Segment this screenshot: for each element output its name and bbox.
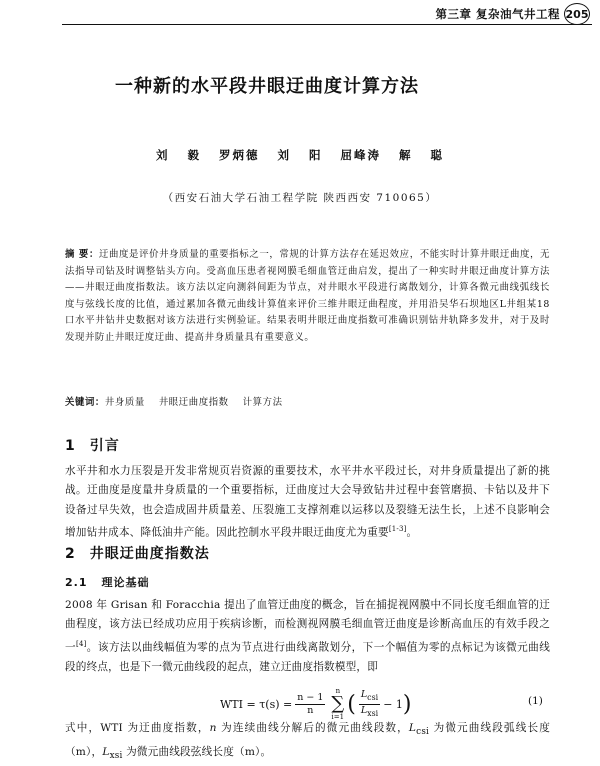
summation [331,687,344,721]
page-number: 205 [564,3,590,25]
equation-fraction [295,692,325,717]
paragraph-text: 水平井和水力压裂是开发非常规页岩资源的重要技术，水平井水平段过长，对井身质量提出了新的挑战。迂曲度是度量井身质量的一个重要指标，迂曲度过大会导致钻井过程中套管磨损、卡钻以及井下设备过早失效，也会造成固井质量差、压裂施工支撑剂难以运移以及裂缝无法生长，上述不良影响会增加钻井成本、降低油井产能。因此控制水平段井眼迂曲度尤为重要 [65,465,550,539]
subscript: csi [367,692,379,702]
paragraph-text: 2008 年 Grisan 和 Foracchia 提出了血管迂曲度的概念，旨在捕捉视网膜中不同长度毛细血管的迂曲程度，该方法已经成功应用于疾病诊断，而检测视网膜毛细血管迂曲度是诊断高血压的有效手段之一 [65,599,550,654]
explanation-text: 为微元曲线段弧线长度（m）， [65,722,550,758]
sum-lower-limit: i=1 [331,713,345,721]
section-1-body: 水平井和水力压裂是开发非常规页岩资源的重要技术，水平井水平段过长，对井身质量提出了新的挑战。迂曲度是度量井身质量的一个重要指标，迂曲度过大会导致钻井过程中套管磨损、卡钻以及井下设备过早失效，也会造成固井质量差、压裂施工支撑剂难以运移以及裂缝无法生长，上述不良影响会增加钻井成本、降低油井产能。因此控制水平段井眼迂曲度尤为重要[1-3]。 [65,465,550,539]
equation-1 [220,687,412,721]
paragraph-text: 。该方法以曲线幅值为零的点为节点进行曲线离散划分，下一个幅值为零的点标记为该微元曲线段的终点，也是下一微元曲线段的起点，建立迂曲度指数模型，即 [65,641,550,673]
ratio-numerator [359,689,380,705]
var-L: L [102,745,110,758]
citation: [4] [76,639,87,648]
subscript: csi [416,727,430,738]
abstract-label: 摘 要： [65,249,99,260]
fraction-denominator: n [307,704,314,716]
section-2-1-heading [65,574,150,590]
minus-one: − 1 [383,697,403,711]
running-header [435,3,590,25]
sigma-symbol: ∑ [331,693,345,714]
section-number: 2 [65,546,76,562]
chapter-title: 第三章 复杂油气井工程 [435,7,560,21]
right-paren: ) [402,691,412,717]
section-1-heading [65,435,120,455]
explanation-text: 为微元曲线段弦线长度（m）。 [122,745,272,758]
ratio-denominator [361,705,378,720]
affiliation: （西安石油大学石油工程学院 陕西西安 710065） [162,192,438,204]
left-paren: ( [347,691,356,717]
section-2-heading [65,543,210,563]
fraction-numerator: n − 1 [297,691,324,703]
subscript: xsi [367,708,379,718]
abstract [65,247,550,347]
keyword: 计算方法 [242,397,283,408]
paper-title: 一种新的水平段井眼迂曲度计算方法 [115,76,419,97]
keyword: 井眼迂曲度指数 [158,397,229,408]
length-ratio [359,689,380,720]
subsection-title: 理论基础 [101,576,150,589]
section-2-1-body [65,596,550,677]
sum-upper-limit: n [335,687,341,695]
explanation-text: 为连续曲线分解后的微元曲线段数， [216,722,409,734]
subscript: xsi [109,750,123,761]
equation-lhs: WTI = τ(s) = [220,697,293,711]
equation-number: (1) [528,695,543,707]
section-title: 引言 [89,438,120,454]
authors: 刘 毅 罗炳德 刘 阳 屈峰涛 解 聪 [155,148,445,162]
keyword: 井身质量 [104,397,145,408]
var-L: L [408,722,417,734]
explanation-text: 式中，WTI 为迂曲度指数， [65,722,210,734]
section-number: 1 [65,438,76,454]
var-n: n [209,722,217,734]
var-L: L [360,688,368,700]
header-rule [62,24,592,25]
var-L: L [360,704,368,716]
citation: [1-3] [388,525,407,534]
subsection-number: 2.1 [65,576,88,589]
section-title: 井眼迂曲度指数法 [89,546,210,562]
equation-explanation [65,719,550,766]
keywords [65,394,297,408]
abstract-text: 迂曲度是评价井身质量的重要指标之一，常规的计算方法存在延迟效应，不能实时计算井眼迂曲度，无法指导司钻及时调整钻头方向。受高血压患者视网膜毛细血管迂曲启发，提出了一种实时井眼迂曲度计算方法——井眼迂曲度指数法。该方法以定向测斜间距为节点，对井眼水平段进行离散划分，计算各微元曲线弧线长度与弦线长度的比值，通过累加各微元曲线计算值来评价三维井眼迂曲程度，并用沿吴华石坝地区L井组某18口水平井钻井史数据对该方法进行实例验证。结果表明井眼迂曲度指数可准确识别钻井轨降多发井，对于及时发现并防止井眼迂度迂曲、提高井身质量具有重要意义。 [65,249,550,343]
keywords-label: 关键词： [65,397,105,408]
